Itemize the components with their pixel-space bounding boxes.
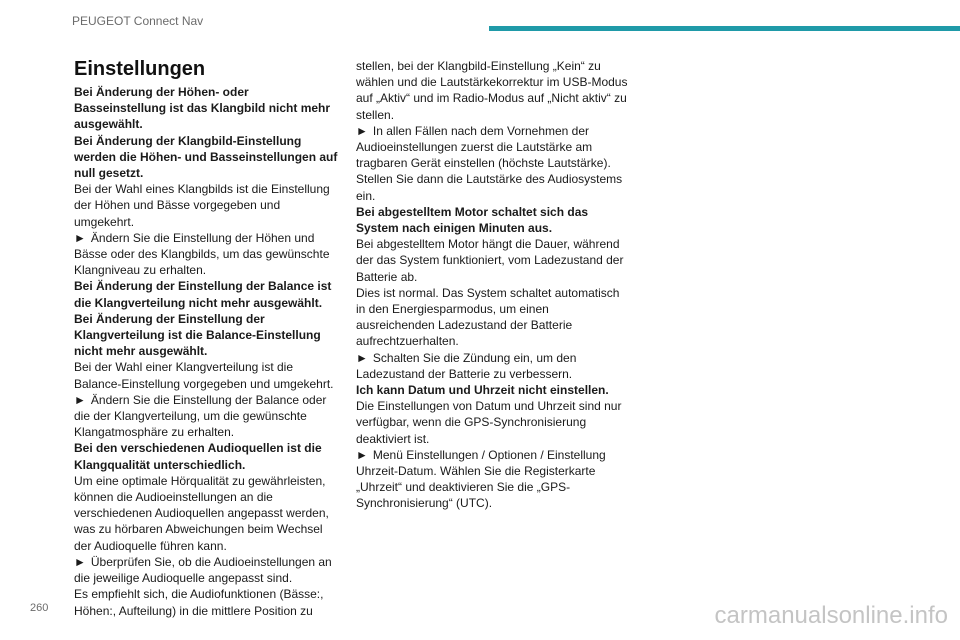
paragraph	[356, 236, 628, 285]
bold-statement	[356, 382, 628, 398]
paragraph	[74, 473, 342, 554]
bold-statement	[74, 84, 342, 133]
bold-statement	[356, 204, 628, 236]
paragraph-text: Bei den verschiedenen Audioquellen ist die Klangqualität unterschiedlich.	[74, 441, 322, 472]
paragraph	[356, 58, 628, 123]
instruction-step	[74, 230, 342, 279]
paragraph-text: Um eine optimale Hörqualität zu gewährleisten, können die Audioeinstellungen an die verschiedenen Audioquellen angepasst werden, was zu hörbaren Abweichungen beim Wechsel der Audioquelle führen kann.	[74, 473, 329, 553]
bold-statement	[74, 440, 342, 472]
instruction-step	[74, 392, 342, 441]
instruction-step	[356, 350, 628, 382]
bold-statement	[74, 311, 342, 360]
step-arrow-icon: ►	[74, 230, 86, 245]
left-column	[74, 56, 342, 619]
paragraph	[74, 359, 342, 391]
paragraph-text: Überprüfen Sie, ob die Audioeinstellungen an die jeweilige Audioquelle angepasst sind.	[74, 554, 332, 586]
paragraph-text: Bei Änderung der Einstellung der Klangverteilung ist die Balance-Einstellung nicht mehr ausgewählt.	[74, 311, 321, 359]
paragraph	[356, 398, 628, 447]
paragraph-text: Ändern Sie die Einstellung der Höhen und Bässe oder des Klangbilds, um das gewünschte Klangniveau zu erhalten.	[74, 230, 330, 278]
paragraph-text: Bei Änderung der Einstellung der Balance ist die Klangverteilung nicht mehr ausgewählt.	[74, 279, 332, 310]
paragraph-text: Bei abgestelltem Motor hängt die Dauer, während der das System funktioniert, vom Ladezustand der Batterie ab.	[356, 237, 624, 284]
instruction-step	[74, 554, 342, 586]
right-column	[356, 56, 628, 512]
right-paragraphs	[356, 58, 628, 512]
page-number: 260	[30, 602, 49, 614]
left-paragraphs	[74, 84, 342, 619]
running-header: PEUGEOT Connect Nav	[72, 14, 204, 28]
paragraph-text: In allen Fällen nach dem Vornehmen der Audioeinstellungen zuerst die Lautstärke am tragbaren Gerät einstellen (höchste Lautstärke). Stellen Sie dann die Lautstärke des Audiosystems ein.	[356, 123, 623, 203]
bold-statement	[74, 133, 342, 182]
paragraph-text: Bei Änderung der Klangbild-Einstellung werden die Höhen- und Basseinstellungen auf null gesetzt.	[74, 133, 338, 181]
paragraph	[74, 586, 342, 618]
step-arrow-icon: ►	[356, 447, 368, 462]
step-arrow-icon: ►	[356, 350, 368, 365]
paragraph-text: Die Einstellungen von Datum und Uhrzeit sind nur verfügbar, wenn die GPS-Synchronisierung deaktiviert ist.	[356, 399, 622, 446]
paragraph	[74, 181, 342, 230]
instruction-step	[356, 447, 628, 512]
step-arrow-icon: ►	[74, 392, 86, 407]
instruction-step	[356, 123, 628, 204]
watermark: carmanualsonline.info	[714, 602, 948, 629]
section-heading: Einstellungen	[74, 58, 206, 80]
paragraph-text: Dies ist normal. Das System schaltet automatisch in den Energiesparmodus, um einen ausreichenden Ladezustand der Batterie aufrechtzuerhalten.	[356, 285, 620, 349]
paragraph-text: Bei abgestelltem Motor schaltet sich das System nach einigen Minuten aus.	[356, 204, 589, 236]
paragraph-text: stellen, bei der Klangbild-Einstellung „Kein“ zu wählen und die Lautstärkekorrektur im USB-Modus auf „Aktiv“ und im Radio-Modus auf „Nicht aktiv“ zu stellen.	[356, 59, 628, 122]
paragraph-text: Ich kann Datum und Uhrzeit nicht einstellen.	[356, 383, 609, 398]
header-accent-bar	[489, 26, 960, 31]
paragraph	[356, 285, 628, 350]
paragraph-text: Bei Änderung der Höhen- oder Basseinstellung ist das Klangbild nicht mehr ausgewählt.	[74, 85, 331, 132]
paragraph-text: Bei der Wahl eines Klangbilds ist die Einstellung der Höhen und Bässe vorgegeben und umgekehrt.	[74, 182, 330, 229]
paragraph-text: Bei der Wahl einer Klangverteilung ist die Balance-Einstellung vorgegeben und umgekehrt.	[74, 360, 334, 391]
bold-statement	[74, 278, 342, 310]
paragraph-text: Menü Einstellungen / Optionen / Einstellung Uhrzeit-Datum. Wählen Sie die Registerkarte „Uhrzeit“ und deaktivieren Sie die „GPS-Synchronisierung“ (UTC).	[356, 447, 606, 511]
paragraph-text: Es empfiehlt sich, die Audiofunktionen (Bässe:, Höhen:, Aufteilung) in die mittlere Position zu	[74, 587, 324, 618]
paragraph-text: Schalten Sie die Zündung ein, um den Ladezustand der Batterie zu verbessern.	[356, 350, 577, 381]
paragraph-text: Ändern Sie die Einstellung der Balance oder die der Klangverteilung, um die gewünschte Klangatmosphäre zu erhalten.	[74, 392, 327, 440]
step-arrow-icon: ►	[74, 554, 86, 569]
step-arrow-icon: ►	[356, 123, 368, 138]
